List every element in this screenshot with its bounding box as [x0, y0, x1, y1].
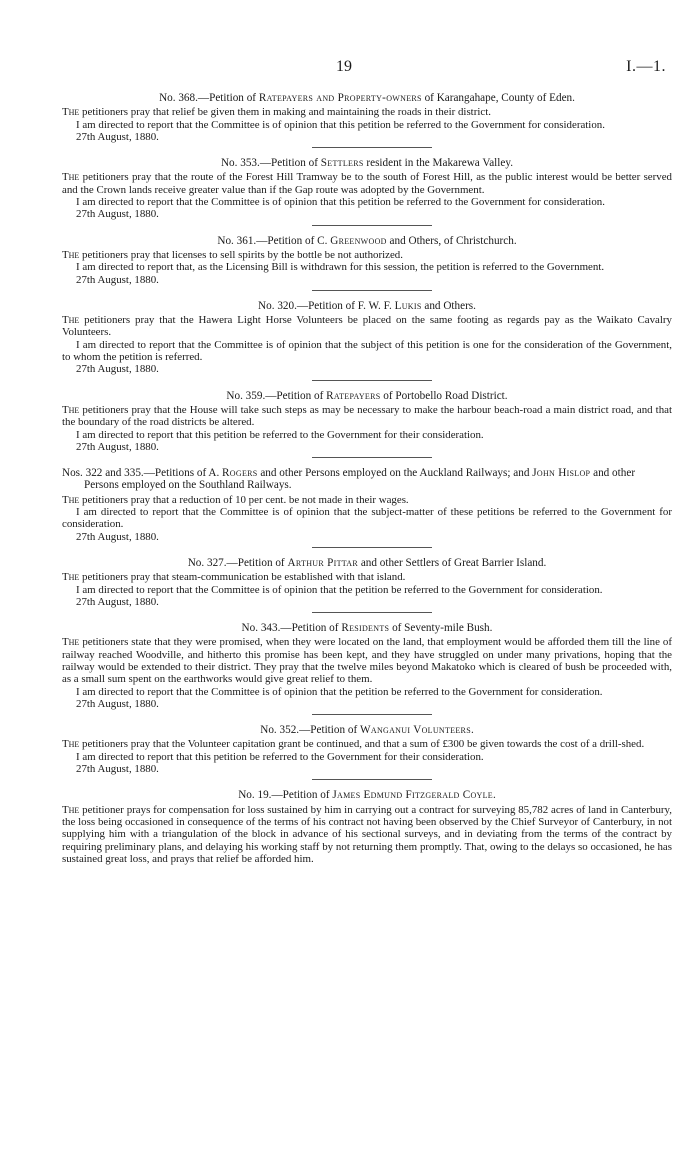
committee-report: I am directed to report that the Committee is of opinion that the petition be referred to the Government for consideration. [76, 685, 603, 698]
petition-prayer: The petitioners pray that relief be given them in making and maintaining the roads in their district. [62, 106, 491, 119]
committee-report: I am directed to report that the Committee is of opinion that the subject of this petition is one for the consideration of the Government, to whom the petition is referred. [62, 338, 672, 364]
report-date: 27th August, 1880. [76, 697, 159, 710]
section-divider [312, 457, 432, 458]
report-date: 27th August, 1880. [76, 595, 159, 608]
petition-entry [62, 390, 672, 458]
section-divider [312, 290, 432, 291]
petition-entry [62, 724, 672, 780]
report-date: 27th August, 1880. [76, 530, 159, 543]
committee-report: I am directed to report that this petition be referred to the Government for their consideration. [76, 428, 484, 441]
section-divider [312, 225, 432, 226]
committee-report: I am directed to report that the Committee is of opinion that the subject-matter of these petitions be referred to the Government for consideration. [62, 506, 672, 531]
petition-prayer: The petitioners pray that steam-communication be established with that island. [62, 571, 406, 584]
petition-entry [62, 92, 672, 148]
report-date: 27th August, 1880. [76, 440, 159, 453]
petition-prayer: The petitioners pray that the route of the Forest Hill Tramway be to the south of Forest Hill, as the public interest would be better served and the Crown lands receive greater value than if the Gap route was adopted by the Government. [62, 171, 672, 196]
petition-heading: No. 19.—Petition of James Edmund Fitzgerald Coyle. [238, 789, 496, 802]
petition-heading: No. 361.—Petition of C. Greenwood and Others, of Christchurch. [217, 234, 517, 247]
petition-heading: No. 327.—Petition of Arthur Pittar and other Settlers of Great Barrier Island. [187, 556, 547, 569]
section-divider [312, 147, 432, 148]
petition-heading: No. 352.—Petition of Wanganui Volunteers. [260, 724, 474, 737]
petition-prayer: The petitioner prays for compensation for loss sustained by him in carrying out a contract for surveying 85,782 acres of land in Canterbury, the loss being occasioned in consequence of the terms of his contract not having been observed by the Chief Surveyor of Canterbury, in not supplying him with a triangulation of the block in advance of his sectional surveys, and in deviating from the terms of the contract by requiring preliminary plans, and delaying his working staff by not returning them promptly. That, owing to the delays so occasioned, he has sustained great loss, and prays that relief be afforded him. [62, 803, 672, 865]
report-date: 27th August, 1880. [76, 273, 159, 286]
committee-report: I am directed to report that the Committee is of opinion that the petition be referred to the Government for consideration. [76, 583, 603, 596]
document-reference: I.—1. [626, 58, 666, 75]
document-body [62, 92, 672, 865]
petition-heading: No. 353.—Petition of Settlers resident in the Makarewa Valley. [220, 157, 514, 170]
section-divider [312, 612, 432, 613]
report-date: 27th August, 1880. [76, 363, 159, 376]
report-date: 27th August, 1880. [76, 208, 159, 221]
section-divider [312, 547, 432, 548]
petition-prayer: The petitioners pray that the House will take such steps as may be necessary to make the harbour beach-road a main district road, and that the boundary of the road districts be altered. [62, 403, 672, 429]
page-number: 19 [336, 58, 352, 75]
petition-heading: No. 368.—Petition of Ratepayers and Property-owners of Karangahape, County of Eden. [159, 92, 575, 104]
report-date: 27th August, 1880. [76, 763, 159, 776]
petition-entry [62, 235, 672, 291]
section-divider [312, 380, 432, 381]
committee-report: I am directed to report that this petition be referred to the Government for their consideration. [76, 750, 484, 763]
petition-prayer: The petitioners pray that a reduction of 10 per cent. be not made in their wages. [62, 493, 409, 506]
petition-entry [62, 157, 672, 225]
petition-entry [62, 300, 672, 381]
petition-heading: Nos. 322 and 335.—Petitions of A. Rogers and other Persons employed on the Auckland Railways; and John Hislop and other Persons employed on the Southland Railways. [62, 467, 636, 492]
petition-prayer: The petitioners pray that the Volunteer capitation grant be continued, and that a sum of £300 be given towards the cost of a drill-shed. [62, 738, 645, 751]
petition-prayer: The petitioners pray that licenses to sell spirits by the bottle be not authorized. [62, 248, 403, 261]
section-divider [312, 714, 432, 715]
petition-entry [62, 467, 672, 548]
section-divider [312, 779, 432, 780]
committee-report: I am directed to report that, as the Licensing Bill is withdrawn for this session, the petition is referred to the Government. [76, 261, 605, 274]
committee-report: I am directed to report that the Committee is of opinion that this petition be referred to the Government for consideration. [76, 196, 605, 209]
petition-heading: No. 320.—Petition of F. W. F. Lukis and Others. [258, 299, 476, 312]
petition-heading: No. 359.—Petition of Ratepayers of Portobello Road District. [226, 389, 508, 402]
petition-entry [62, 557, 672, 613]
petition-entry [62, 622, 672, 715]
committee-report: I am directed to report that the Committee is of opinion that this petition be referred to the Government for consideration. [76, 118, 605, 131]
petition-prayer: The petitioners pray that the Hawera Light Horse Volunteers be placed on the same footing as regards pay as the Waikato Cavalry Volunteers. [62, 314, 672, 339]
petition-heading: No. 343.—Petition of Residents of Seventy-mile Bush. [241, 622, 493, 635]
petition-prayer: The petitioners state that they were promised, when they were located on the land, that employment would be afforded them till the line of railway reached Woodville, and hitherto this promise has been kept, and they have struggled on under many privations, hoping that the railway would be extended to their district. They pray that the twelve miles beyond Makatoko which is cleared of bush be proceeded with, as a small sum spent on the earthworks would give great relief to them. [62, 636, 672, 686]
report-date: 27th August, 1880. [76, 130, 159, 143]
petition-entry [62, 789, 672, 865]
